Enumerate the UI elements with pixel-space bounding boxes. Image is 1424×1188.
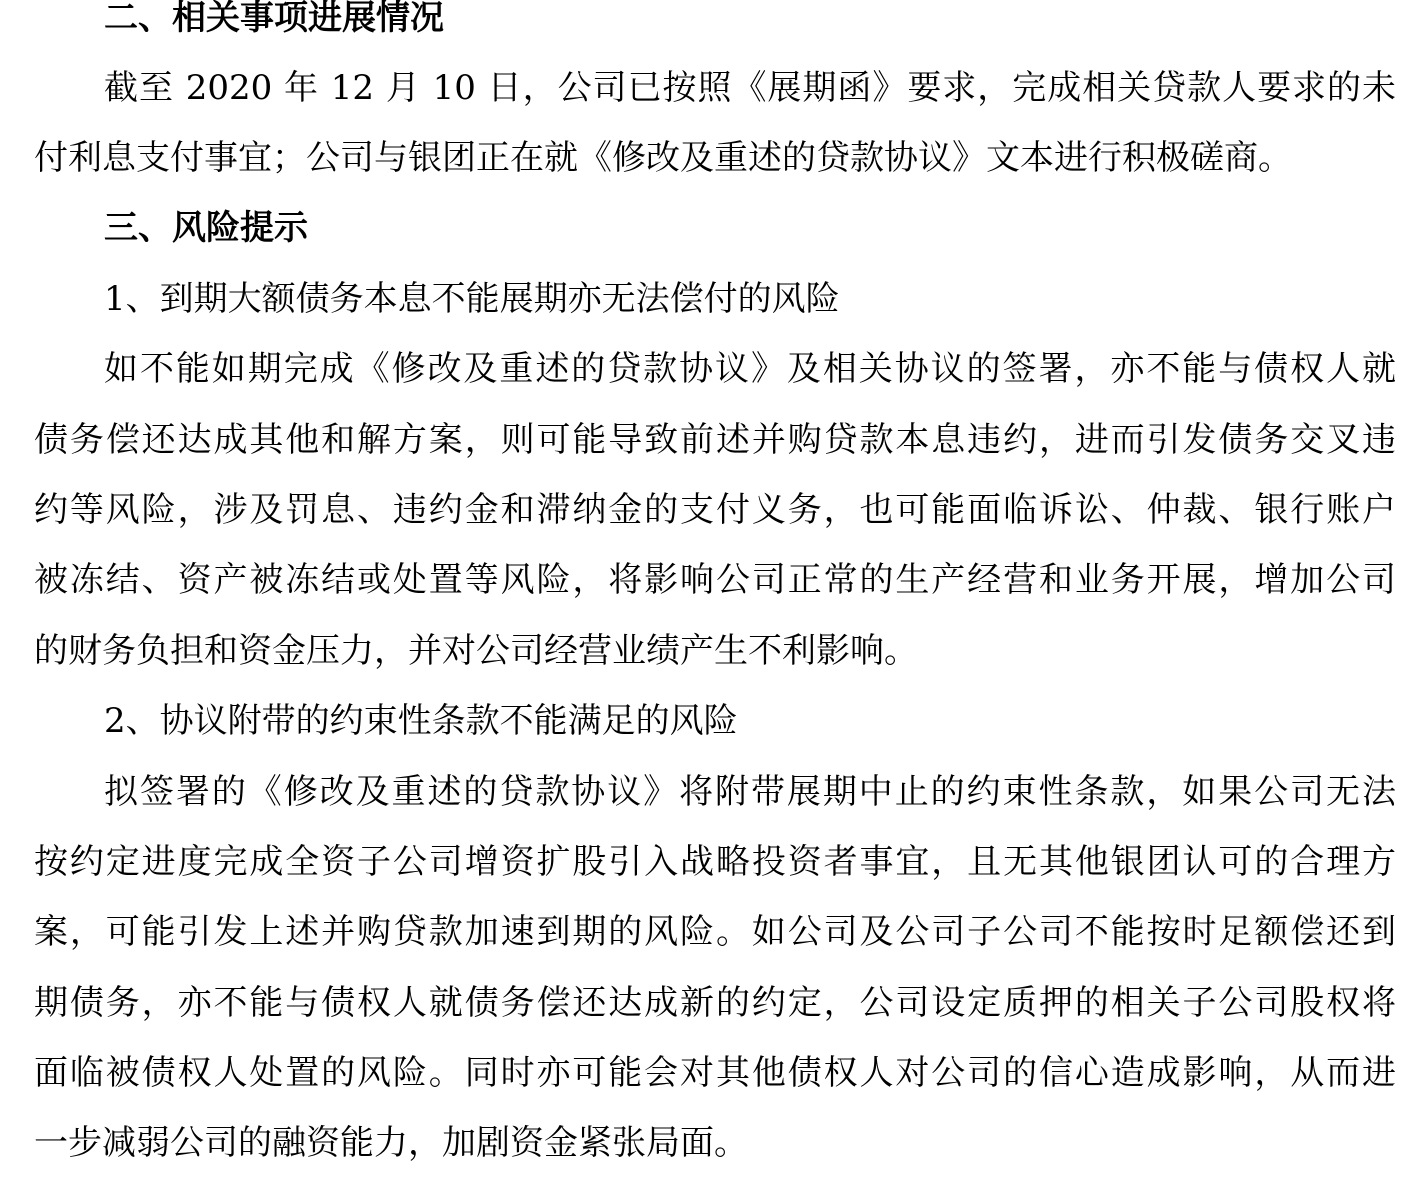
paragraph-line: 被冻结、资产被冻结或处置等风险，将影响公司正常的生产经营和业务开展，增加公司 xyxy=(34,560,1396,600)
paragraph-line: 如不能如期完成《修改及重述的贷款协议》及相关协议的签署，亦不能与债权人就 xyxy=(104,349,1396,389)
paragraph-line: 期债务，亦不能与债权人就债务偿还达成新的约定，公司设定质押的相关子公司股权将 xyxy=(34,983,1396,1023)
section-heading-risk: 三、风险提示 xyxy=(104,208,308,248)
paragraph-line: 按约定进度完成全资子公司增资扩股引入战略投资者事宜，且无其他银团认可的合理方 xyxy=(34,842,1396,882)
paragraph-line: 的财务负担和资金压力，并对公司经营业绩产生不利影响。 xyxy=(34,631,918,671)
paragraph-line: 案，可能引发上述并购贷款加速到期的风险。如公司及公司子公司不能按时足额偿还到 xyxy=(34,912,1396,952)
paragraph-line: 面临被债权人处置的风险。同时亦可能会对其他债权人对公司的信心造成影响，从而进 xyxy=(34,1053,1396,1093)
paragraph-line: 拟签署的《修改及重述的贷款协议》将附带展期中止的约束性条款，如果公司无法 xyxy=(104,772,1396,812)
subheading-risk-2: 2、协议附带的约束性条款不能满足的风险 xyxy=(104,701,738,741)
paragraph-line: 截至 2020 年 12 月 10 日，公司已按照《展期函》要求，完成相关贷款人要求的未 xyxy=(104,68,1396,108)
section-heading-progress: 二、相关事项进展情况 xyxy=(104,0,444,38)
paragraph-line: 债务偿还达成其他和解方案，则可能导致前述并购贷款本息违约，进而引发债务交叉违 xyxy=(34,420,1396,460)
paragraph-line: 付利息支付事宜；公司与银团正在就《修改及重述的贷款协议》文本进行积极磋商。 xyxy=(34,138,1292,178)
paragraph-line: 约等风险，涉及罚息、违约金和滞纳金的支付义务，也可能面临诉讼、仲裁、银行账户 xyxy=(34,490,1396,530)
paragraph-line: 一步减弱公司的融资能力，加剧资金紧张局面。 xyxy=(34,1123,748,1163)
subheading-risk-1: 1、到期大额债务本息不能展期亦无法偿付的风险 xyxy=(104,279,840,319)
